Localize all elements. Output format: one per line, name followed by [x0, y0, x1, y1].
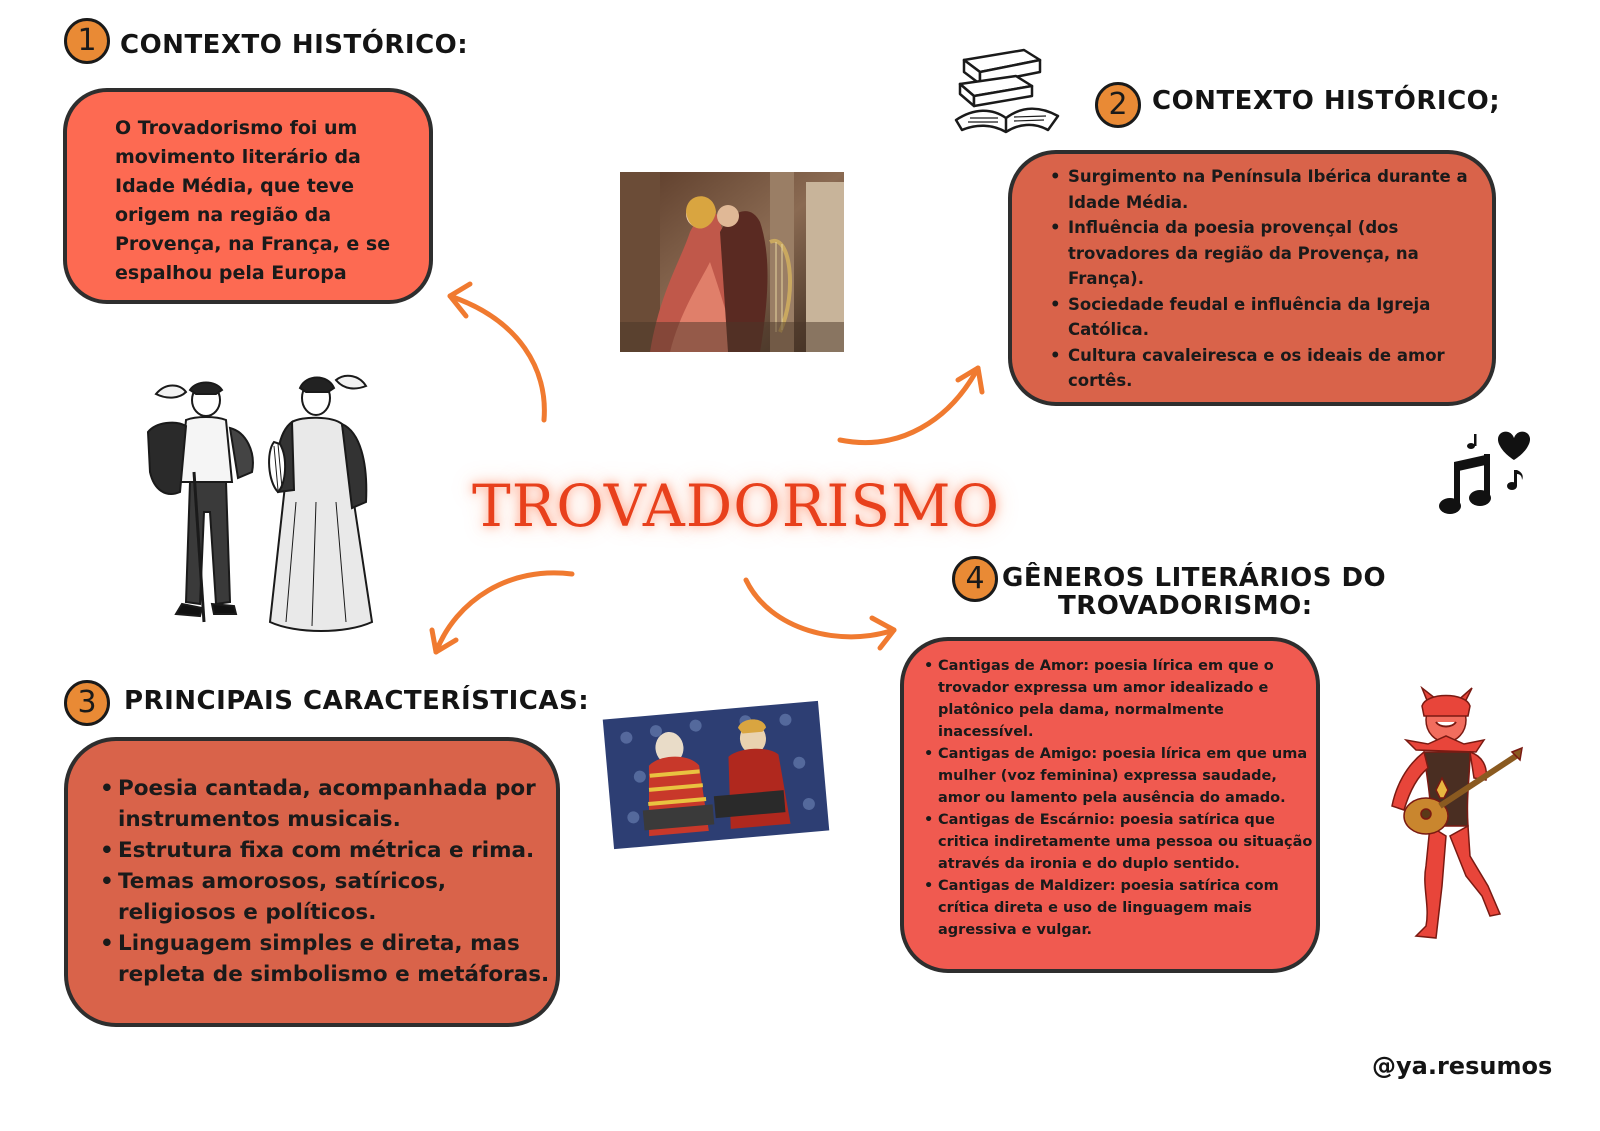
list-item: • Sociedade feudal e influência da Igreja Católica. — [1068, 292, 1478, 343]
section-4-heading-line-2: TROVADORISMO: — [1058, 591, 1313, 621]
section-2-heading: CONTEXTO HISTÓRICO; — [1152, 86, 1501, 116]
section-4-number-badge: 4 — [952, 556, 998, 602]
medieval-manuscript-image — [600, 700, 832, 850]
list-item: • Cultura cavaleiresca e os ideais de amor cortês. — [1068, 343, 1478, 394]
section-4-list — [938, 655, 1318, 941]
arrow-to-section-4 — [746, 580, 894, 637]
list-item: • Temas amorosos, satíricos, religiosos e políticos. — [118, 866, 558, 928]
jester-lute-illustration — [1386, 686, 1526, 958]
list-item: • Cantigas de Escárnio: poesia satírica que critica indiretamente uma pessoa ou situação através da ironia e do duplo sentido. — [938, 809, 1318, 875]
section-4-heading-line-1: GÊNEROS LITERÁRIOS DO — [1002, 563, 1387, 593]
list-item: • Cantigas de Amigo: poesia lírica em que uma mulher (voz feminina) expressa saudade, amor ou lamento pela ausência do amado. — [938, 743, 1318, 809]
section-4-box — [900, 637, 1320, 973]
list-item: • Cantigas de Maldizer: poesia satírica com crítica direta e uso de linguagem mais agressiva e vulgar. — [938, 875, 1318, 941]
list-item: • Linguagem simples e direta, mas repleta de simbolismo e metáforas. — [118, 928, 558, 990]
section-3-box — [64, 737, 560, 1027]
author-handle: @ya.resumos — [1372, 1052, 1553, 1080]
main-title: TROVADORISMO — [471, 472, 1001, 540]
section-1-text: O Trovadorismo foi um movimento literário da Idade Média, que teve origem na região da Provença, na França, e se espalhou pela Europa — [115, 117, 391, 284]
list-item: • Surgimento na Península Ibérica durante a Idade Média. — [1068, 164, 1478, 215]
list-item: • Influência da poesia provençal (dos trovadores da região da Provença, na França). — [1068, 215, 1478, 292]
section-2-number-badge: 2 — [1095, 82, 1141, 128]
list-item: • Estrutura fixa com métrica e rima. — [118, 835, 558, 866]
section-3-list — [118, 773, 558, 990]
section-1-number-badge: 1 — [64, 18, 110, 64]
section-3-heading: PRINCIPAIS CARACTERÍSTICAS: — [124, 686, 590, 716]
section-3-number-badge: 3 — [64, 680, 110, 726]
section-1-heading: CONTEXTO HISTÓRICO: — [120, 30, 469, 60]
list-item: • Poesia cantada, acompanhada por instrumentos musicais. — [118, 773, 558, 835]
list-item: • Cantigas de Amor: poesia lírica em que o trovador expressa um amor idealizado e platônico pela dama, normalmente inacessível. — [938, 655, 1318, 743]
